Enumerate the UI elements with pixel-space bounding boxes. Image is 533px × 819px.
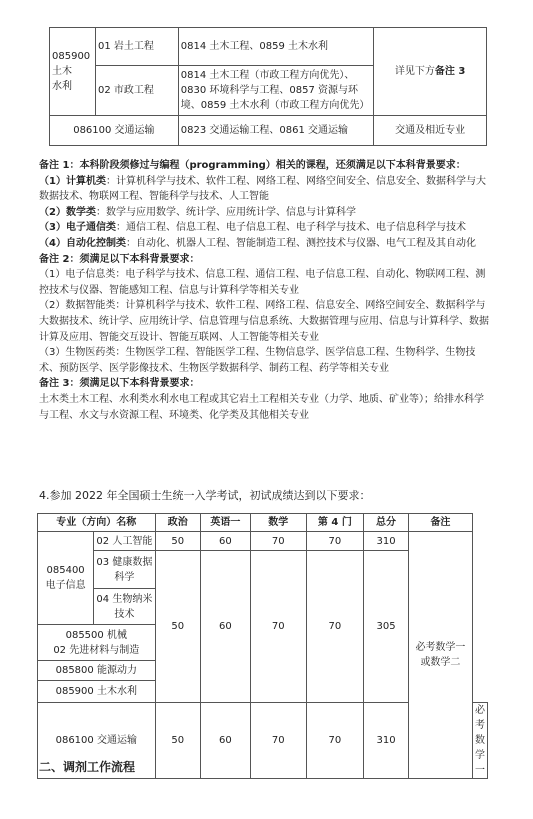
table-row: [38, 532, 488, 551]
score-cell: 70: [306, 551, 364, 703]
notes-block: [39, 158, 491, 423]
score-cell: 70: [250, 551, 306, 703]
major-code-cell: 086100 交通运输: [50, 116, 179, 146]
score-cell: 70: [250, 703, 306, 779]
score-cell: 70: [306, 532, 364, 551]
section4-heading: 4.参加 2022 年全国硕士生统一入学考试，初试成绩达到以下要求：: [39, 489, 371, 502]
note2-title: 备注 2：须满足以下本科背景要求：: [39, 253, 200, 265]
score-cell: 50: [155, 551, 200, 703]
note1-item: （2）数学类：数学与应用数学、统计学、应用统计学、信息与计算科学: [39, 206, 356, 218]
score-cell: 305: [364, 551, 409, 703]
score-cell: 310: [364, 532, 409, 551]
direction-cell: 01 岩土工程: [95, 28, 178, 66]
remark-prefix: 详见下方: [394, 66, 435, 77]
major-cell: 086100 交通运输: [38, 703, 156, 779]
score-cell: 50: [155, 703, 200, 779]
major-cell: 085800 能源动力: [38, 661, 156, 681]
note2-item: （3）生物医药类：生物医学工程、智能医学工程、生物信息学、医学信息工程、生物科学、生物技术、预防医学、医学影像技术、生物医学数据科学、制药工程、药学等相关专业: [39, 347, 476, 374]
remark-bold: 备注 3: [434, 66, 466, 77]
major-code-cell: 085400 电子信息: [38, 532, 94, 625]
note1-item: （3）电子通信类：通信工程、信息工程、电子信息工程、电子科学与技术、电子信息科学与技术: [39, 222, 466, 234]
note3-title: 备注 3：须满足以下本科背景要求：: [39, 378, 200, 390]
score-cell: 60: [200, 532, 250, 551]
score-cell: 310: [364, 703, 409, 779]
direction-cell: 04 生物纳米技术: [94, 589, 155, 625]
major-code-cell: 085900 土木 水利: [50, 28, 96, 116]
score-cell: 60: [200, 551, 250, 703]
score-requirements-table: [37, 513, 488, 779]
direction-cell: 03 健康数据科学: [94, 551, 155, 589]
note3-text: 土木类土木工程、水利类水利水电工程或其它岩土工程相关专业（力学、地质、矿业等）；给排水科学与工程、水文与水资源工程、环境类、化学类及其他相关专业: [39, 393, 484, 421]
header-fourth: 第 4 门: [306, 514, 364, 532]
header-major: 专业（方向）名称: [38, 514, 156, 532]
header-politics: 政治: [155, 514, 200, 532]
note1-item: （4）自动化控制类：自动化、机器人工程、智能制造工程、测控技术与仪器、电气工程及其自动化: [39, 237, 476, 249]
direction-cell: 02 人工智能: [94, 532, 155, 551]
note1-title: 备注 1：本科阶段须修过与编程（programming）相关的课程，还须满足以下本科背景要求：: [39, 160, 466, 171]
score-cell: 70: [306, 703, 364, 779]
score-cell: 70: [250, 532, 306, 551]
remark-cell: [374, 28, 487, 116]
major-requirements-table: [49, 27, 487, 146]
header-english: 英语一: [200, 514, 250, 532]
note1-item: （1）计算机类：计算机科学与技术、软件工程、网络工程、网络空间安全、信息安全、数据科学与大数据技术、物联网工程、智能科学与技术、人工智能: [39, 175, 486, 203]
courses-cell: 0814 土木工程、0859 土木水利: [178, 28, 374, 66]
score-cell: 50: [155, 532, 200, 551]
header-total: 总分: [364, 514, 409, 532]
table-header-row: [38, 514, 488, 532]
courses-cell: 0814 土木工程（市政工程方向优先）、0830 环境科学与工程、0857 资源与环境、0859 土木水利（市政工程方向优先）: [178, 66, 374, 116]
score-cell: 60: [200, 703, 250, 779]
courses-cell: 0823 交通运输工程、0861 交通运输: [178, 116, 374, 146]
remark-cell: 交通及相近专业: [374, 116, 487, 146]
major-cell: 085900 土木水利: [38, 681, 156, 703]
major-cell: 085500 机械 02 先进材料与制造: [38, 625, 156, 661]
direction-cell: 02 市政工程: [95, 66, 178, 116]
header-math: 数学: [250, 514, 306, 532]
section2-title: 二、调剂工作流程: [39, 760, 136, 774]
note2-item: （1）电子信息类：电子科学与技术、信息工程、通信工程、电子信息工程、自动化、物联网工程、测控技术与仪器、智能感知工程、信息与计算科学等相关专业: [39, 269, 486, 296]
note2-item: （2）数据智能类：计算机科学与技术、软件工程、网络工程、信息安全、网络空间安全、数据科学与大数据技术、统计学、应用统计学、信息管理与信息系统、大数据管理与应用、信息与计算科学、数据计算及应用、智能交互设计、智能互联网、人工智能等相关专业: [39, 300, 489, 343]
header-remark: 备注: [408, 514, 472, 532]
remark-cell: 必考数学一或数学二: [408, 532, 472, 779]
remark-cell: 必考数学一: [473, 703, 488, 779]
